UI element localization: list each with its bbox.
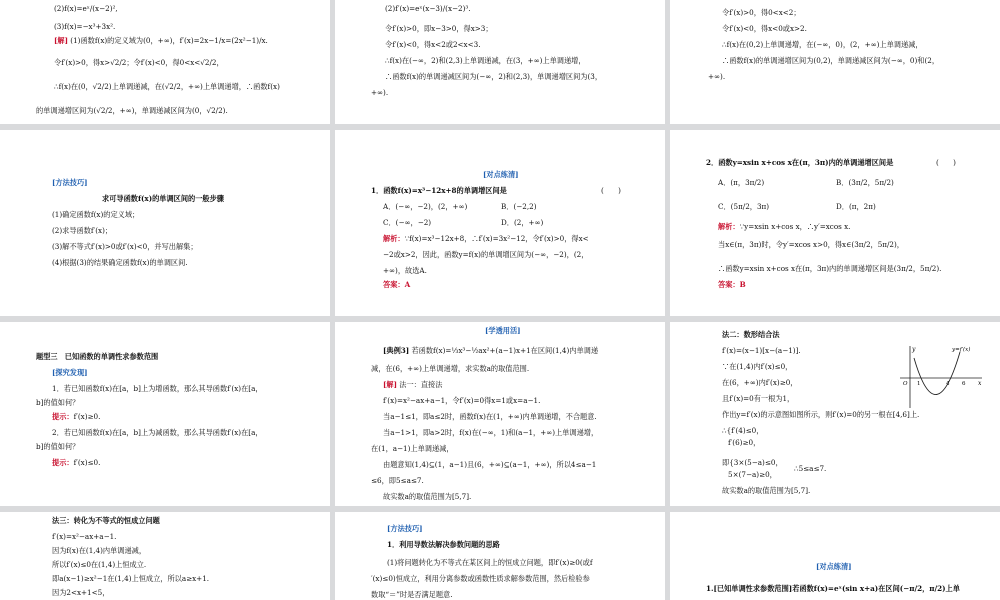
option-d: D．(π，2π) bbox=[836, 202, 876, 211]
solution-line5: 由题意知(1,4)⊆(1，a−1)且(6，+∞)⊆(a−1，+∞)，所以4≤a−1 bbox=[383, 460, 597, 469]
example-line1: [典例3] 若函数f(x)=⅓x³−½ax²+(a−1)x+1在区间(1,4)内单调递 bbox=[383, 346, 599, 355]
method2-line3: 在(6，+∞)内f′(x)≥0， bbox=[722, 378, 798, 387]
method3-line2: 因为f(x)在(1,4)内单调递减， bbox=[52, 546, 147, 555]
slide1-line2: (3)f(x)=−x³+3x². bbox=[54, 22, 116, 31]
answer-paren: ( ) bbox=[601, 186, 621, 195]
slide1-line1: (2)f(x)=eˣ/(x−2)², bbox=[54, 4, 118, 13]
learn-tag: [学透用活] bbox=[485, 326, 521, 335]
hint-2: 提示：f′(x)≤0. bbox=[52, 458, 101, 467]
method-tips-line3: 数取“＝”时是否满足题意. bbox=[371, 590, 453, 599]
slide2-line1: (2)f′(x)=eˣ(x−3)/(x−2)³. bbox=[385, 4, 471, 13]
method-tips-line1: (1)将问题转化为不等式在某区间上的恒成立问题，即f′(x)≥0(或f bbox=[387, 558, 593, 567]
solution-line2: 当a−1≤1，即a≤2时，函数f(x)在(1，+∞)内单调递增，不合题意. bbox=[383, 412, 597, 421]
step-2: (2)求导函数f′(x)； bbox=[52, 226, 113, 235]
graph-y-label: y bbox=[912, 346, 916, 353]
method3-line5: 因为2<x+1<5， bbox=[52, 588, 110, 597]
solution-line2: 当x∈(π，3π)时，令y′=xcos x>0，得x∈(3π/2，5π/2)， bbox=[718, 240, 904, 249]
slide-2[interactable] bbox=[335, 0, 665, 124]
slide-1[interactable] bbox=[0, 0, 330, 124]
derivative-graph bbox=[896, 342, 986, 412]
slide-8[interactable] bbox=[335, 322, 665, 506]
method2-line6a: ∴{f′(4)≤0， bbox=[722, 426, 764, 435]
solution-line3: +∞)，故选A. bbox=[383, 266, 427, 275]
question-2-cont: b]的值如何？ bbox=[36, 442, 80, 451]
option-a: A．(π，3π/2) bbox=[718, 178, 765, 187]
method3-line4: 即a(x−1)≥x²−1在(1,4)上恒成立，所以a≥x+1. bbox=[52, 574, 210, 583]
practice-tag: [对点练清] bbox=[483, 170, 519, 179]
step-1: (1)确定函数f(x)的定义域； bbox=[52, 210, 140, 219]
method2-conclusion: 故实数a的取值范围为[5,7]. bbox=[722, 486, 811, 495]
method-tips-line2: ′(x)≤0)恒成立，利用分离参数或函数性质求解参数范围，然后检验参 bbox=[371, 574, 590, 583]
method2-line2: ∵在(1,4)内f′(x)≤0， bbox=[722, 362, 793, 371]
question-1: 1．函数f(x)=x³−12x+8的单调增区间是 bbox=[371, 186, 507, 195]
method2-line5: 作出y=f′(x)的示意图如图所示，则f′(x)=0的另一根在[4,6]上. bbox=[722, 410, 920, 419]
graph-tick-1: 1 bbox=[917, 381, 921, 387]
question-2: 2．若已知函数f(x)在[a，b]上为减函数，那么其导函数f′(x)在[a， bbox=[52, 428, 263, 437]
answer-line: 答案：B bbox=[718, 280, 746, 289]
step-3: (3)解不等式f′(x)>0或f′(x)<0，并写出解集； bbox=[52, 242, 198, 251]
slide1-line6: 的单调递增区间为(√2/2，+∞)，单调递减区间为(0，√2/2). bbox=[36, 106, 228, 115]
slide2-line3: 令f′(x)<0，得x<2或2<x<3. bbox=[385, 40, 481, 49]
slide1-line3: [解] (1)函数f(x)的定义域为(0，+∞)，f′(x)=2x−1/x=(2x²−1)/x. bbox=[54, 36, 268, 45]
graph-x-label: x bbox=[978, 380, 982, 387]
solution-conclusion: 故实数a的取值范围为[5,7]. bbox=[383, 492, 472, 501]
question-1-cont: b]的值如何？ bbox=[36, 398, 80, 407]
solution-line3: 当a−1>1，即a>2时，f(x)在(−∞，1)和(a−1，+∞)上单调递增， bbox=[383, 428, 599, 437]
question-2: 2．函数y=xsin x+cos x在(π，3π)内的单调递增区间是 bbox=[706, 158, 894, 167]
option-a: A．(−∞，−2)，(2，+∞) bbox=[383, 202, 468, 211]
slide-7[interactable] bbox=[0, 322, 330, 506]
method3-line3: 所以f′(x)≤0在(1,4)上恒成立. bbox=[52, 560, 147, 569]
slide2-line6: +∞). bbox=[371, 88, 389, 97]
slide-9[interactable] bbox=[670, 322, 1000, 506]
method-tips-title: 1．利用导数法解决参数问题的思路 bbox=[387, 540, 500, 549]
slide2-line2: 令f′(x)>0，即x−3>0，得x>3； bbox=[385, 24, 493, 33]
slide1-line4: 令f′(x)>0，得x>√2/2；令f′(x)<0，得0<x<√2/2， bbox=[54, 58, 224, 67]
solution-line2: −2或x>2，因此，函数y=f(x)的单调增区间为(−∞，−2)，(2， bbox=[383, 250, 589, 259]
graph-origin: O bbox=[903, 381, 908, 387]
slide1-line5: ∴f(x)在(0，√2/2)上单调递减，在(√2/2，+∞)上单调递增，∴函数f(x) bbox=[54, 82, 280, 91]
slide3-line1: 令f′(x)>0，得0<x<2； bbox=[722, 8, 801, 17]
example-line2: 减，在(6，+∞)上单调递增，求实数a的取值范围. bbox=[371, 364, 530, 373]
method2-line1: f′(x)=(x−1)[x−(a−1)]. bbox=[722, 346, 801, 355]
solution-header: [解] 法一：直接法 bbox=[383, 380, 443, 389]
slide2-line5: ∴函数f(x)的单调递减区间为(−∞，2)和(2,3)，单调递增区间为(3， bbox=[385, 72, 603, 81]
method2-line7b: 5×(7−a)≥0， bbox=[728, 470, 777, 479]
solution-line4: 在(1，a−1)上单调递减， bbox=[371, 444, 454, 453]
slide3-line2: 令f′(x)<0，得x<0或x>2. bbox=[722, 24, 807, 33]
method-tips-tag: [方法技巧] bbox=[52, 178, 88, 187]
slide-12[interactable] bbox=[670, 512, 1000, 600]
slide-10[interactable] bbox=[0, 512, 330, 600]
method2-line7a: 即{3×(5−a)≤0， bbox=[722, 458, 783, 467]
practice-tag: [对点练清] bbox=[816, 562, 852, 571]
question-1: 1．若已知函数f(x)在[a，b]上为增函数，那么其导函数f′(x)在[a， bbox=[52, 384, 263, 393]
question-1: 1.[已知单调性求参数范围]若函数f(x)=eˣ(sin x+a)在区间(−π/2，π/2)上单 bbox=[706, 584, 960, 593]
slide-3[interactable] bbox=[670, 0, 1000, 124]
slide3-line3: ∴f(x)在(0,2)上单调递增，在(−∞，0)，(2，+∞)上单调递减， bbox=[722, 40, 923, 49]
graph-curve bbox=[914, 352, 960, 395]
method2-line4: 且f′(x)=0有一根为1， bbox=[722, 394, 795, 403]
hint-1: 提示：f′(x)≥0. bbox=[52, 412, 101, 421]
graph-tick-6: 6 bbox=[962, 381, 966, 387]
solution-line6: ≤6，即5≤a≤7. bbox=[371, 476, 424, 485]
option-b: B．(3π/2，5π/2) bbox=[836, 178, 894, 187]
slide-4[interactable] bbox=[0, 130, 330, 316]
answer-line: 答案：A bbox=[383, 280, 411, 289]
slide2-line4: ∴f(x)在(−∞，2)和(2,3)上单调递减，在(3，+∞)上单调递增， bbox=[385, 56, 586, 65]
option-c: C．(−∞，−2) bbox=[383, 218, 432, 227]
method3-title: 法三：转化为不等式的恒成立问题 bbox=[52, 516, 160, 525]
slide3-line4: ∴函数f(x)的单调递增区间为(0,2)，单调递减区间为(−∞，0)和(2， bbox=[722, 56, 940, 65]
graph-tick-4: 4 bbox=[946, 381, 950, 387]
graph-fx-label: y=f′(x) bbox=[952, 347, 971, 353]
slide-6[interactable] bbox=[670, 130, 1000, 316]
method3-line1: f′(x)=x²−ax+a−1. bbox=[52, 532, 117, 541]
answer-paren: ( ) bbox=[936, 158, 956, 167]
solution-line1: 解析：∵f(x)=x³−12x+8，∴f′(x)=3x²−12，令f′(x)>0，得x< bbox=[383, 234, 589, 243]
option-b: B．(−2,2) bbox=[501, 202, 537, 211]
method2-line6b: f′(6)≥0， bbox=[728, 438, 761, 447]
slide-5[interactable] bbox=[335, 130, 665, 316]
solution-line3: ∴函数y=xsin x+cos x在(π，3π)内的单调递增区间是(3π/2，5π/2). bbox=[718, 264, 942, 273]
option-d: D．(2，+∞) bbox=[501, 218, 544, 227]
solution-line1: 解析：∵y=xsin x+cos x，∴y′=xcos x. bbox=[718, 222, 851, 231]
slide3-line5: +∞). bbox=[708, 72, 726, 81]
option-c: C．(5π/2，3π) bbox=[718, 202, 770, 211]
step-4: (4)根据(3)的结果确定函数f(x)的单调区间. bbox=[52, 258, 188, 267]
method-tips-title: 求可导函数f(x)的单调区间的一般步骤 bbox=[102, 194, 224, 203]
section-title: 题型三 已知函数的单调性求参数范围 bbox=[36, 352, 159, 361]
solution-line1: f′(x)=x²−ax+a−1，令f′(x)=0得x=1或x=a−1. bbox=[383, 396, 541, 405]
method2-line7c: ∴5≤a≤7. bbox=[794, 464, 827, 473]
explore-tag: [探究发现] bbox=[52, 368, 88, 377]
slide-11[interactable] bbox=[335, 512, 665, 600]
method2-title: 法二：数形结合法 bbox=[722, 330, 780, 339]
method-tips-tag: [方法技巧] bbox=[387, 524, 423, 533]
